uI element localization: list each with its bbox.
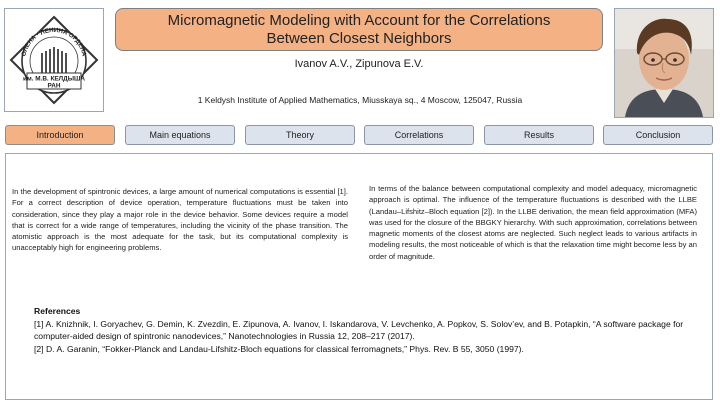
reference-item: [2] D. A. Garanin, “Fokker-Planck and Landau-Lifshitz-Bloch equations for classical ferromagnets,” Phys. Rev. B 55, 3050 (1997). xyxy=(34,343,524,354)
tab-introduction[interactable]: Introduction xyxy=(5,125,115,145)
tab-correlations[interactable]: Correlations xyxy=(364,125,474,145)
title-line-1: Micromagnetic Modeling with Account for the Correlations xyxy=(167,11,551,29)
logo-arc-text: ОЛЕНА · ЛЕНИНА ОРДЕНА xyxy=(20,26,88,57)
reference-item: [1] A. Knizhnik, I. Goryachev, G. Demin, K. Zvezdin, E. Zipunova, A. Ivanov, I. Iskandarova, V. Levchenko, A. Popkov, S. Solov’ev, and B. Potapkin, “A software package for computer-aided design of spintronic nanodevices,” Nanotechnologies in Russia 12, 208–217 (2017). xyxy=(34,318,684,341)
institute-logo xyxy=(4,8,104,112)
tab-main-equations[interactable]: Main equations xyxy=(125,125,235,145)
keldysh-institute-emblem-icon xyxy=(5,9,103,111)
author-portrait-icon xyxy=(615,9,713,117)
intro-right-paragraph: In terms of the balance between computational complexity and model adequacy, micromagnetic approach is optimal. The influence of the temperature fluctuations is described with the LLBE (Landau–Lifshitz–Bloch equation [2]). In the LLBE derivation, the mean field approximation (MFA) was used for the closure of the BBGKY hierarchy. With such approximation, correlations between magnetic moments of the closest atoms are neglected. Such neglect leads to various artifacts in modeling results, the most noticeable of which is that the relaxation time might become less by an order of magnitude. xyxy=(369,184,697,261)
tab-results[interactable]: Results xyxy=(484,125,594,145)
tab-conclusion[interactable]: Conclusion xyxy=(603,125,713,145)
affiliation: 1 Keldysh Institute of Applied Mathematics, Miusskaya sq., 4 Moscow, 125047, Russia xyxy=(197,95,523,105)
intro-left-paragraph: In the development of spintronic devices, a large amount of numerical computations is essential [1]. For a correct description of device operation, temperature fluctuations must be taken into consideration, since they play a major role in the device behavior. Some devices require a model that is correct for a wide range of temperatures, including the vicinity of the phase transition. The atomistic approach is the most adequate for the task, but its computational complexity is unacceptably high for engineering problems. xyxy=(12,187,348,253)
references-section xyxy=(34,305,694,355)
poster-title xyxy=(115,8,603,51)
author-photo xyxy=(614,8,714,118)
references-heading: References xyxy=(34,306,81,316)
title-line-2: Between Closest Neighbors xyxy=(266,29,452,47)
authors: Ivanov A.V., Zipunova E.V. xyxy=(294,58,424,70)
logo-bottom-text-2: РАН xyxy=(47,82,61,90)
tab-theory[interactable]: Theory xyxy=(245,125,355,145)
logo-bottom-text-1: им. М.В. КЕЛДЫША xyxy=(23,75,85,83)
